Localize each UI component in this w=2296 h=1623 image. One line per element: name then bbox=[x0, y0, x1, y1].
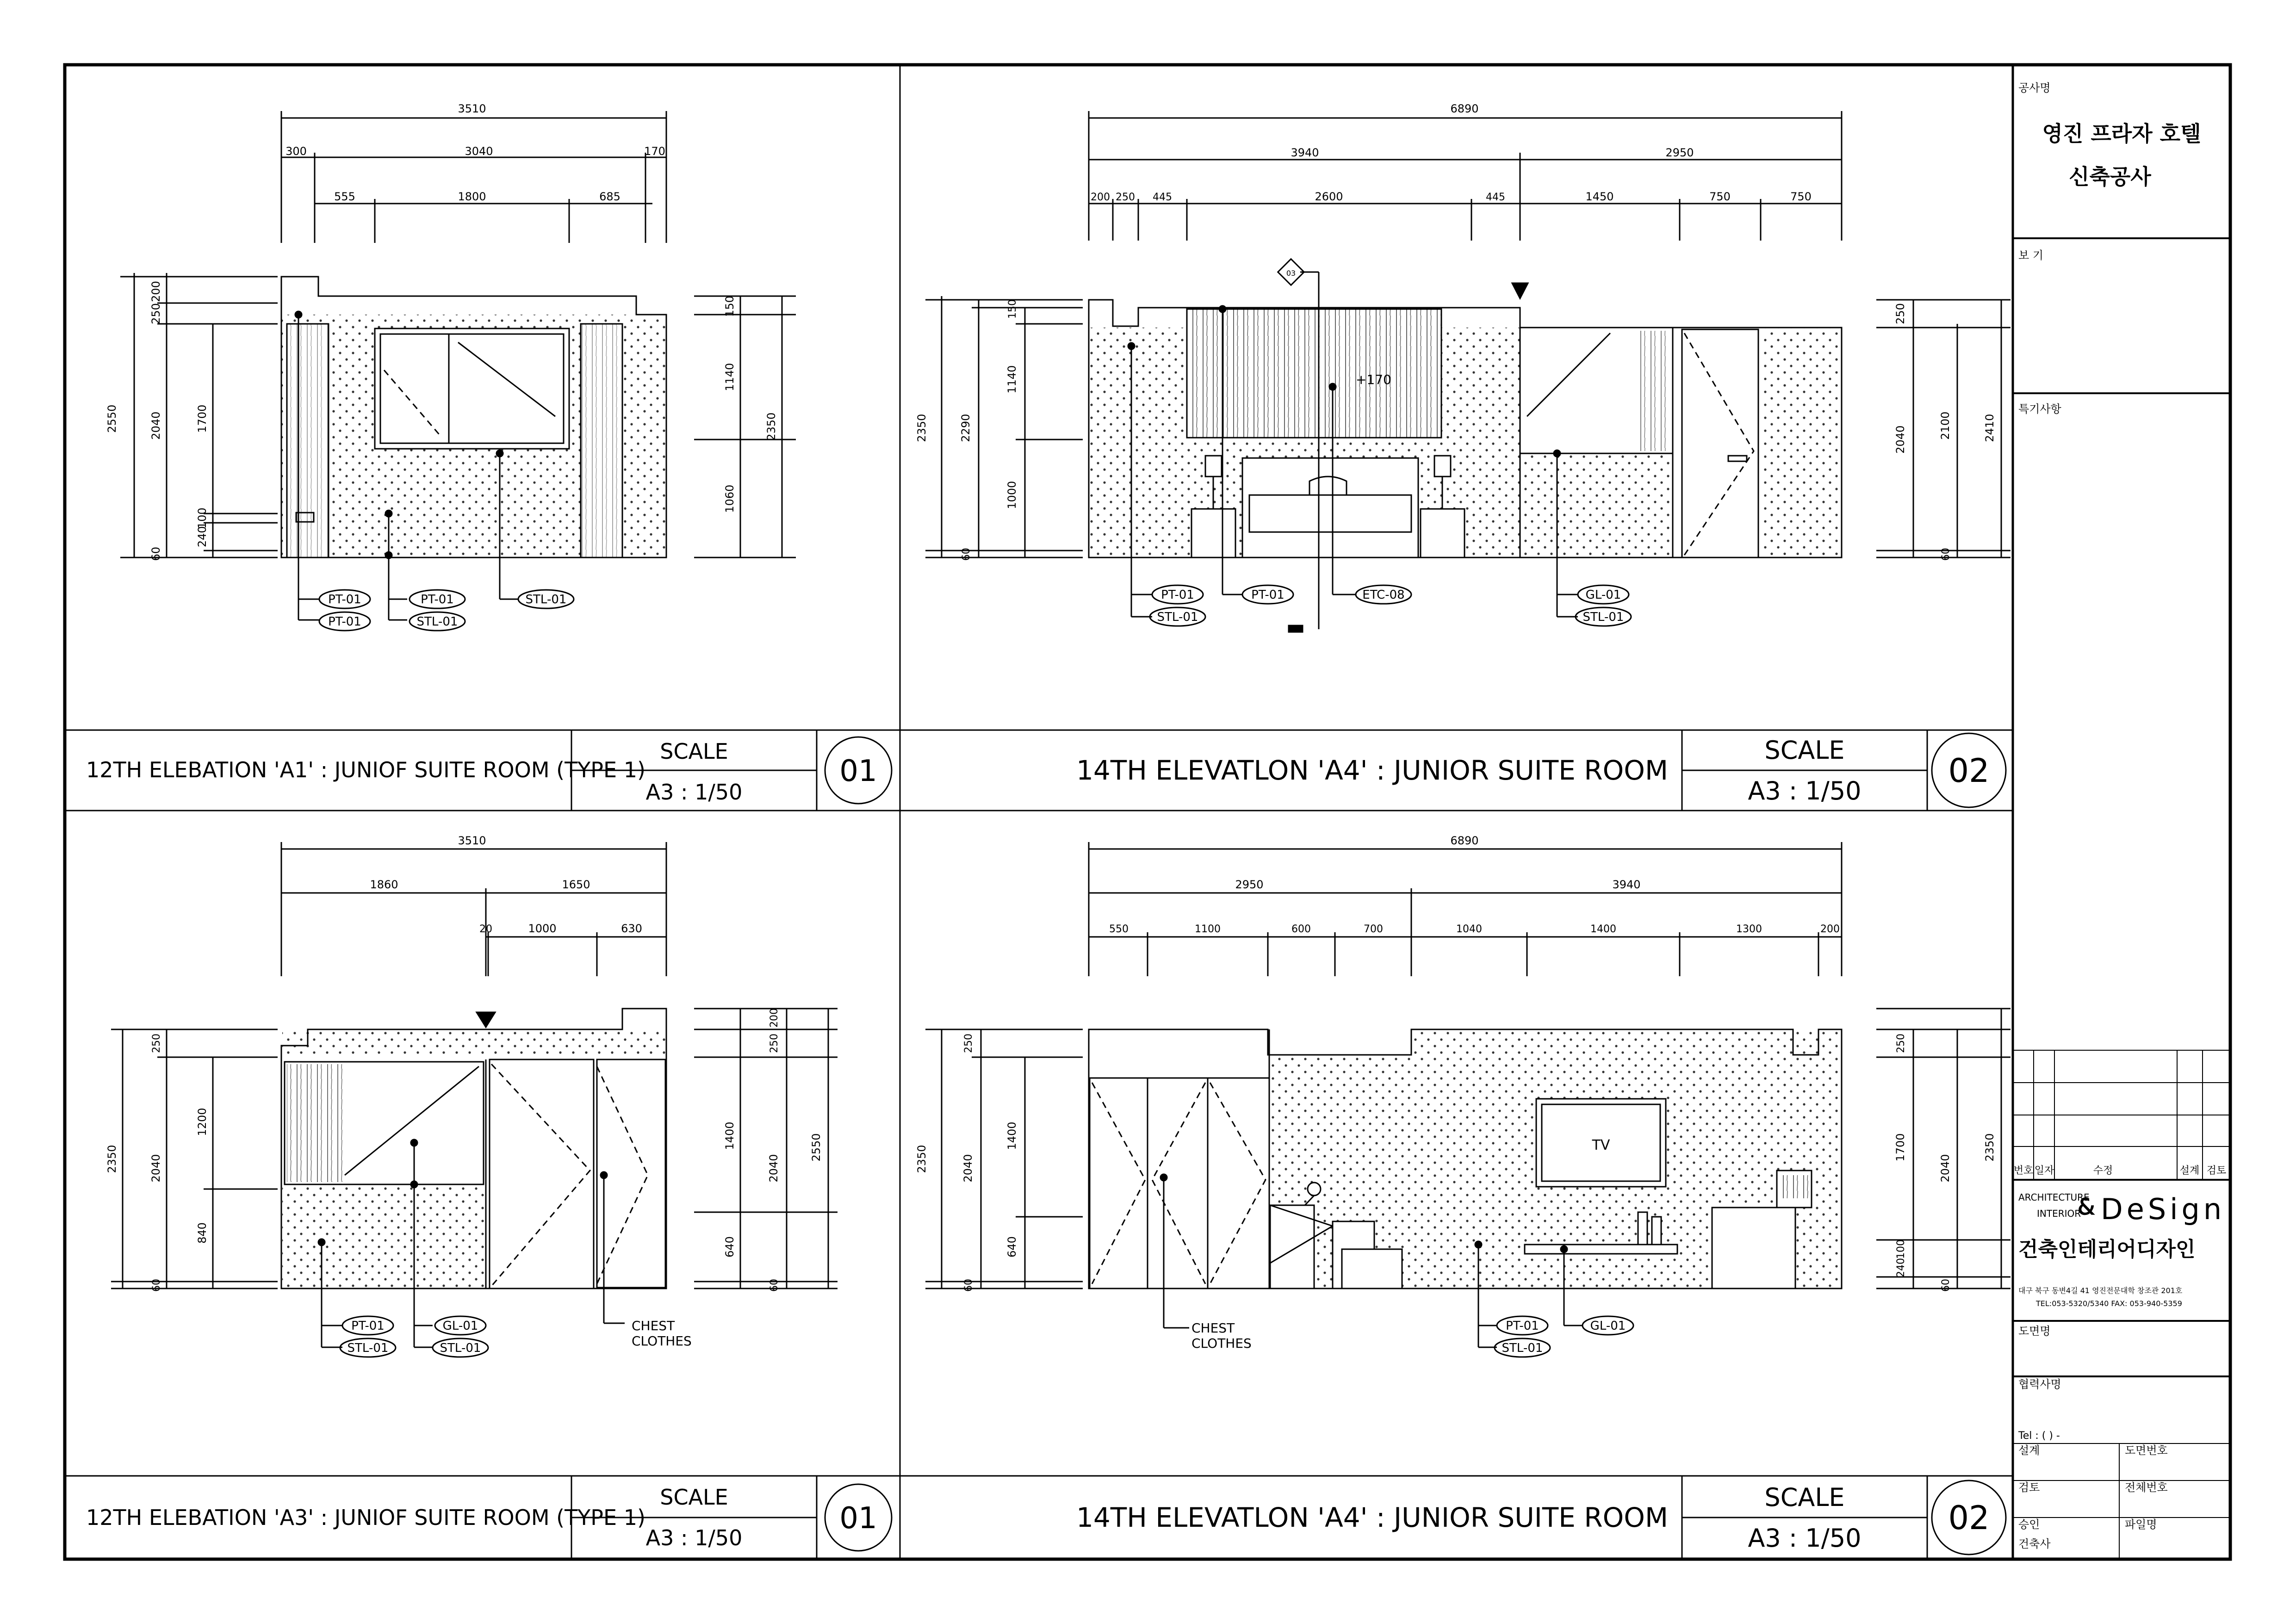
dim-label: 685 bbox=[599, 190, 621, 203]
dim-label: 200 bbox=[149, 281, 162, 302]
dim-label: 1040 bbox=[1456, 923, 1482, 935]
dim-label: 150 bbox=[723, 296, 736, 317]
dim-label: 640 bbox=[1005, 1236, 1018, 1258]
rev-header-no: 번호 bbox=[2013, 1165, 2034, 1177]
material-tag: PT-01 bbox=[351, 1319, 385, 1333]
material-tag: PT-01 bbox=[1251, 588, 1285, 602]
rev-header-change: 수정 bbox=[2093, 1165, 2113, 1177]
note-clothes: CLOTHES bbox=[1191, 1336, 1252, 1351]
tv-label: TV bbox=[1592, 1137, 1610, 1153]
material-tag: PT-01 bbox=[421, 593, 454, 607]
dim-label: 1800 bbox=[458, 190, 486, 203]
material-tag: STL-01 bbox=[1157, 610, 1198, 624]
panel-2-title: 14TH ELEVATLON 'A4' : JUNIOR SUITE ROOM bbox=[1076, 755, 1668, 786]
dim-label: 60 bbox=[961, 548, 972, 561]
dim-label: 3040 bbox=[465, 145, 493, 158]
dim-label: 250 bbox=[1116, 192, 1135, 203]
panel-1-title: 12TH ELEBATION 'A1' : JUNIOF SUITE ROOM (TYPE 1) bbox=[86, 757, 645, 782]
dim-label: 1060 bbox=[723, 484, 736, 513]
dim-label: 2040 bbox=[767, 1154, 780, 1183]
dim-label: 750 bbox=[1709, 190, 1731, 203]
dim-label: 1100 bbox=[1195, 923, 1221, 935]
sheet-no-label: 도면번호 bbox=[2125, 1444, 2168, 1457]
note-chest: CHEST bbox=[632, 1318, 675, 1333]
panel-2-number: 02 bbox=[1948, 752, 1990, 790]
drawing-name-label: 도면명 bbox=[2018, 1325, 2051, 1338]
material-tag: PT-01 bbox=[328, 615, 361, 629]
panel-4-scale-label: SCALE bbox=[1764, 1483, 1845, 1512]
remarks-label: 보 기 bbox=[2018, 249, 2043, 262]
dim-label: 200 bbox=[1091, 192, 1110, 203]
dim-label: 2040 bbox=[149, 1154, 162, 1183]
panel-2-scale-value: A3 : 1/50 bbox=[1748, 776, 1862, 805]
material-tag: PT-01 bbox=[1161, 588, 1194, 602]
panel-4-number: 02 bbox=[1948, 1499, 1990, 1537]
dim-label: 2040 bbox=[149, 411, 162, 440]
dim-label: 1000 bbox=[1005, 481, 1018, 509]
dim-label: 2550 bbox=[105, 404, 118, 433]
title-block-text bbox=[2014, 81, 2227, 1550]
dim-label: 3510 bbox=[458, 834, 486, 847]
dim-label: 2950 bbox=[1665, 146, 1694, 159]
dim-label: 60 bbox=[963, 1279, 974, 1292]
firm-tagline-1: ARCHITECTURE bbox=[2018, 1192, 2090, 1203]
dim-label: 630 bbox=[621, 922, 642, 935]
dim-label: 2040 bbox=[962, 1154, 974, 1183]
dim-label: 840 bbox=[196, 1222, 209, 1244]
dim-label: 600 bbox=[1291, 923, 1311, 935]
dim-label: 2040 bbox=[1894, 425, 1907, 454]
dim-label: 1140 bbox=[1005, 365, 1018, 394]
dim-label: 250 bbox=[151, 1034, 162, 1053]
material-tag: STL-01 bbox=[347, 1341, 389, 1355]
project-label: 공사명 bbox=[2018, 81, 2051, 94]
panel-4-title-strip bbox=[900, 1476, 2013, 1559]
panel-2-elevation bbox=[925, 111, 2011, 632]
firm-name: 건축인테리어디자인 bbox=[2018, 1238, 2196, 1261]
dim-label: 240 bbox=[196, 526, 209, 547]
panel-3-scale-label: SCALE bbox=[660, 1485, 728, 1510]
file-label: 파일명 bbox=[2125, 1518, 2157, 1531]
dim-label: 1400 bbox=[1005, 1121, 1018, 1150]
dim-label: 250 bbox=[1895, 1034, 1907, 1053]
approve-label: 승인 bbox=[2018, 1518, 2040, 1531]
dim-label: 300 bbox=[285, 145, 307, 158]
rev-header-date: 일자 bbox=[2034, 1165, 2054, 1177]
panel-3-title-strip bbox=[65, 1476, 900, 1559]
special-notes-label: 특기사항 bbox=[2018, 403, 2061, 415]
dim-label: 20 bbox=[479, 923, 492, 935]
dim-label: 1700 bbox=[196, 404, 209, 433]
panel-1-scale-value: A3 : 1/50 bbox=[645, 780, 743, 805]
dim-label: 750 bbox=[1790, 190, 1812, 203]
section-marker: 03 bbox=[1286, 269, 1296, 278]
project-name-line-1: 영진 프라자 호텔 bbox=[2042, 121, 2201, 146]
project-name-line-2: 신축공사 bbox=[2069, 164, 2151, 189]
panel-1-elevation bbox=[120, 111, 796, 631]
panel-3-title: 12TH ELEBATION 'A3' : JUNIOF SUITE ROOM (TYPE 1) bbox=[86, 1505, 645, 1530]
dim-label: 60 bbox=[1940, 1279, 1952, 1292]
panel-4-title: 14TH ELEVATLON 'A4' : JUNIOR SUITE ROOM bbox=[1076, 1502, 1668, 1533]
dim-label: 240 bbox=[1895, 1258, 1907, 1277]
dim-label: 2600 bbox=[1315, 190, 1343, 203]
dim-label: 2350 bbox=[915, 1145, 928, 1173]
review-label: 검토 bbox=[2018, 1481, 2040, 1494]
material-tag: STL-01 bbox=[440, 1341, 481, 1355]
dim-label: 3940 bbox=[1291, 146, 1319, 159]
architect-label: 건축사 bbox=[2018, 1537, 2051, 1550]
dim-label: 1200 bbox=[196, 1108, 209, 1136]
note-chest: CHEST bbox=[1191, 1320, 1235, 1336]
material-tag: STL-01 bbox=[416, 615, 458, 629]
dim-label: 150 bbox=[1007, 299, 1018, 319]
panel-1-number: 01 bbox=[839, 754, 877, 788]
firm-amp: & bbox=[2078, 1194, 2095, 1220]
title-block bbox=[2013, 238, 2230, 1559]
firm-logo: DeSign bbox=[2101, 1192, 2226, 1226]
dim-label: 2350 bbox=[765, 412, 778, 441]
dim-label: 445 bbox=[1153, 192, 1172, 203]
material-tag: GL-01 bbox=[1590, 1319, 1626, 1333]
panel-3-number: 01 bbox=[839, 1501, 877, 1536]
firm-tagline-2: INTERIOR bbox=[2037, 1208, 2081, 1219]
panel-2-title-strip bbox=[900, 730, 2013, 811]
rev-header-design: 설계 bbox=[2179, 1165, 2200, 1177]
material-tag: ETC-08 bbox=[1362, 588, 1405, 602]
level-note: +170 bbox=[1356, 372, 1391, 387]
dim-label: 1860 bbox=[370, 878, 398, 891]
dim-label: 2350 bbox=[105, 1145, 118, 1173]
partner-label: 협력사명 bbox=[2018, 1378, 2061, 1391]
note-clothes: CLOTHES bbox=[632, 1333, 692, 1349]
panel-1-title-strip bbox=[65, 730, 900, 811]
dim-label: 2100 bbox=[1939, 411, 1952, 440]
dim-label: 250 bbox=[769, 1034, 780, 1053]
panel-4-scale-value: A3 : 1/50 bbox=[1748, 1524, 1862, 1553]
material-tag: STL-01 bbox=[1582, 610, 1624, 624]
dim-label: 100 bbox=[196, 508, 209, 529]
panel-4-elevation bbox=[925, 842, 2011, 1357]
dim-label: 1400 bbox=[1590, 923, 1616, 935]
material-tag: STL-01 bbox=[525, 593, 567, 607]
dim-label: 1300 bbox=[1736, 923, 1762, 935]
dim-label: 445 bbox=[1486, 192, 1505, 203]
dim-label: 1400 bbox=[723, 1121, 736, 1150]
dim-label: 2410 bbox=[1983, 414, 1996, 442]
material-tag: GL-01 bbox=[1585, 588, 1621, 602]
tel-label: Tel : ( ) - bbox=[2018, 1430, 2060, 1442]
dim-label: 170 bbox=[644, 145, 665, 158]
dim-label: 250 bbox=[963, 1034, 974, 1053]
panel-2-scale-label: SCALE bbox=[1764, 736, 1845, 765]
dim-label: 60 bbox=[1940, 548, 1952, 561]
dim-label: 1450 bbox=[1585, 190, 1614, 203]
dim-label: 3940 bbox=[1612, 878, 1641, 891]
dim-label: 1000 bbox=[528, 922, 557, 935]
dim-label: 250 bbox=[1894, 303, 1907, 324]
dim-label: 1140 bbox=[723, 363, 736, 391]
panel-3-elevation bbox=[111, 842, 838, 1357]
panel-3-scale-value: A3 : 1/50 bbox=[645, 1525, 743, 1550]
dim-label: 200 bbox=[1820, 923, 1840, 935]
dim-label: 2350 bbox=[1983, 1133, 1996, 1162]
dim-label: 1700 bbox=[1894, 1133, 1907, 1162]
dim-label: 700 bbox=[1364, 923, 1383, 935]
dim-label: 555 bbox=[334, 190, 355, 203]
firm-contact: TEL:053-5320/5340 FAX: 053-940-5359 bbox=[2036, 1299, 2182, 1308]
dim-label: 6890 bbox=[1450, 102, 1479, 115]
dim-label: 640 bbox=[723, 1236, 736, 1258]
material-tag: PT-01 bbox=[1506, 1319, 1539, 1333]
dim-label: 250 bbox=[149, 303, 162, 324]
design-label: 설계 bbox=[2018, 1444, 2040, 1457]
rev-header-review: 검토 bbox=[2206, 1165, 2227, 1177]
dim-label: 2290 bbox=[959, 414, 972, 442]
material-tag: STL-01 bbox=[1502, 1341, 1543, 1355]
dim-label: 3510 bbox=[458, 102, 486, 115]
dim-label: 2350 bbox=[915, 414, 928, 442]
sheet-border bbox=[65, 65, 2230, 1559]
dim-label: 2950 bbox=[1235, 878, 1264, 891]
dim-label: 2550 bbox=[810, 1133, 823, 1162]
material-tag: GL-01 bbox=[442, 1319, 478, 1333]
dim-label: 2040 bbox=[1939, 1154, 1952, 1183]
panel-1-scale-label: SCALE bbox=[660, 739, 728, 764]
dim-label: 1650 bbox=[562, 878, 590, 891]
dim-label: 200 bbox=[769, 1008, 780, 1028]
material-tag: PT-01 bbox=[328, 593, 361, 607]
dim-label: 60 bbox=[151, 1279, 162, 1292]
firm-address: 대구 북구 동변4길 41 영진전문대학 창조관 201호 bbox=[2018, 1286, 2183, 1295]
dim-label: 550 bbox=[1109, 923, 1129, 935]
dim-label: 100 bbox=[1895, 1239, 1907, 1259]
total-no-label: 전체번호 bbox=[2125, 1481, 2168, 1494]
dim-label: 6890 bbox=[1450, 834, 1479, 847]
dim-label: 60 bbox=[149, 546, 162, 561]
dim-label: 60 bbox=[769, 1279, 780, 1292]
